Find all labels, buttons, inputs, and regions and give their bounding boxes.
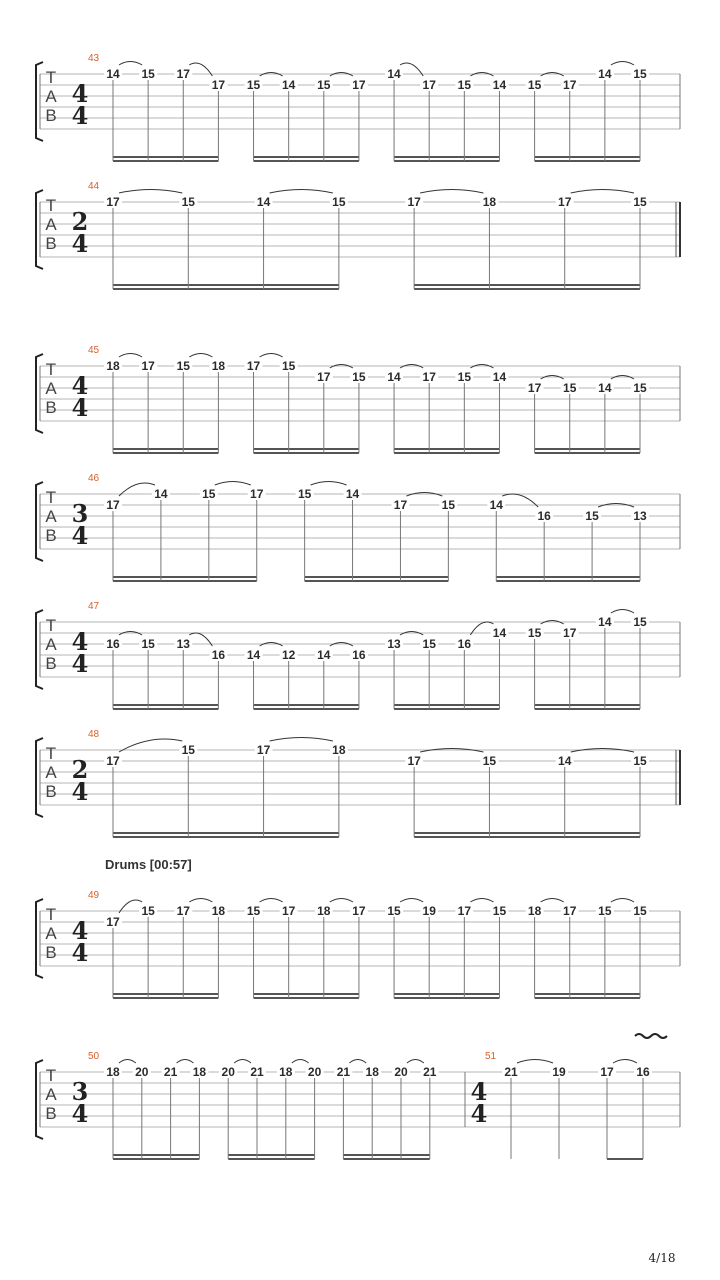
time-signature-top: 4 bbox=[470, 1077, 488, 1106]
fret-number: 14 bbox=[387, 370, 401, 384]
tab-label-letter: B bbox=[45, 526, 57, 545]
slur-arc bbox=[613, 1060, 637, 1064]
fret-number: 15 bbox=[281, 359, 296, 373]
slur-arc bbox=[611, 62, 634, 66]
tab-system bbox=[36, 473, 680, 581]
tab-label-letter: B bbox=[45, 1104, 57, 1123]
fret-number: 17 bbox=[393, 498, 408, 512]
fret-number: 17 bbox=[141, 359, 155, 373]
tab-label-letter: A bbox=[45, 635, 57, 654]
tab-label-letter: T bbox=[45, 744, 57, 763]
fret-number: 17 bbox=[422, 78, 436, 92]
slur-arc bbox=[119, 1060, 136, 1064]
time-signature-top: 3 bbox=[71, 1077, 89, 1106]
fret-number: 14 bbox=[492, 78, 507, 92]
fret-number: 15 bbox=[598, 904, 612, 918]
slur-arc bbox=[611, 610, 634, 614]
fret-number: 20 bbox=[394, 1065, 408, 1079]
fret-number: 17 bbox=[352, 904, 366, 918]
fret-number: 13 bbox=[387, 637, 401, 651]
tab-system bbox=[36, 1034, 680, 1159]
measure-number: 45 bbox=[88, 345, 100, 356]
fret-number: 17 bbox=[558, 195, 572, 209]
fret-number: 18 bbox=[106, 359, 120, 373]
measure-number: 47 bbox=[88, 601, 100, 612]
fret-number: 14 bbox=[489, 498, 503, 512]
fret-number: 15 bbox=[387, 904, 401, 918]
tab-system bbox=[36, 729, 680, 837]
fret-number: 18 bbox=[332, 743, 346, 757]
fret-number: 16 bbox=[352, 648, 366, 662]
slur-arc bbox=[270, 738, 333, 742]
slur-arc bbox=[541, 899, 564, 903]
fret-number: 13 bbox=[176, 637, 190, 651]
tab-system bbox=[36, 601, 680, 709]
fret-number: 19 bbox=[422, 904, 436, 918]
fret-number: 18 bbox=[482, 195, 497, 209]
page-number: 4/18 bbox=[648, 1251, 676, 1265]
fret-number: 15 bbox=[527, 78, 542, 92]
time-signature-top: 2 bbox=[71, 207, 89, 236]
slur-arc bbox=[270, 190, 333, 194]
fret-number: 15 bbox=[422, 637, 436, 651]
fret-number: 17 bbox=[176, 904, 190, 918]
slur-arc bbox=[292, 1060, 309, 1064]
time-signature-top: 4 bbox=[71, 371, 89, 400]
tab-label-letter: T bbox=[45, 360, 57, 379]
time-signature-bottom: 4 bbox=[71, 393, 89, 422]
fret-number: 15 bbox=[633, 67, 647, 81]
slur-arc bbox=[407, 1060, 424, 1064]
section-heading: Drums [00:57] bbox=[105, 857, 192, 872]
time-signature-top: 4 bbox=[71, 916, 89, 945]
fret-number: 14 bbox=[256, 195, 271, 209]
fret-number: 15 bbox=[202, 487, 216, 501]
time-signature-bottom: 4 bbox=[470, 1099, 488, 1128]
slur-arc bbox=[189, 899, 212, 903]
fret-number: 14 bbox=[154, 487, 168, 501]
fret-number: 21 bbox=[336, 1065, 351, 1079]
fret-number: 18 bbox=[192, 1065, 207, 1079]
fret-number: 17 bbox=[106, 195, 120, 209]
fret-number: 14 bbox=[598, 615, 612, 629]
fret-number: 15 bbox=[317, 78, 331, 92]
fret-number: 14 bbox=[598, 381, 612, 395]
slur-arc bbox=[215, 482, 251, 486]
time-signature-bottom: 4 bbox=[71, 938, 89, 967]
fret-number: 18 bbox=[211, 904, 226, 918]
tab-label-letter: A bbox=[45, 215, 57, 234]
fret-number: 15 bbox=[633, 195, 647, 209]
time-signature-bottom: 4 bbox=[71, 777, 89, 806]
fret-number: 17 bbox=[246, 359, 261, 373]
fret-number: 17 bbox=[250, 487, 264, 501]
fret-number: 15 bbox=[585, 509, 599, 523]
time-signature-bottom: 4 bbox=[71, 1099, 89, 1128]
tab-label-letter: A bbox=[45, 763, 57, 782]
fret-number: 15 bbox=[246, 78, 261, 92]
fret-number: 18 bbox=[317, 904, 331, 918]
fret-number: 15 bbox=[633, 381, 647, 395]
slur-arc bbox=[119, 62, 142, 66]
fret-number: 18 bbox=[211, 359, 226, 373]
fret-number: 14 bbox=[317, 648, 331, 662]
time-signature-bottom: 4 bbox=[71, 649, 89, 678]
slur-arc bbox=[260, 354, 283, 358]
fret-number: 20 bbox=[221, 1065, 235, 1079]
fret-number: 17 bbox=[407, 754, 421, 768]
time-signature-top: 4 bbox=[71, 627, 89, 656]
tab-label-letter: B bbox=[45, 943, 57, 962]
tab-label-letter: T bbox=[45, 488, 57, 507]
fret-number: 18 bbox=[365, 1065, 379, 1079]
fret-number: 18 bbox=[279, 1065, 293, 1079]
tab-system bbox=[36, 53, 680, 161]
tab-label-letter: T bbox=[45, 1066, 57, 1085]
fret-number: 17 bbox=[457, 904, 472, 918]
fret-number: 17 bbox=[352, 78, 366, 92]
fret-number: 17 bbox=[527, 381, 542, 395]
tab-label-letter: B bbox=[45, 398, 57, 417]
fret-number: 17 bbox=[563, 904, 577, 918]
tab-label-letter: B bbox=[45, 654, 57, 673]
fret-number: 20 bbox=[307, 1065, 322, 1079]
fret-number: 15 bbox=[352, 370, 366, 384]
fret-number: 21 bbox=[163, 1065, 178, 1079]
fret-number: 17 bbox=[106, 754, 120, 768]
measure-number: 51 bbox=[485, 1051, 497, 1062]
slur-arc bbox=[119, 190, 182, 194]
fret-number: 16 bbox=[211, 648, 226, 662]
fret-number: 14 bbox=[492, 626, 507, 640]
tab-label-letter: B bbox=[45, 106, 57, 125]
slur-arc bbox=[260, 899, 283, 903]
tab-label-letter: T bbox=[45, 68, 57, 87]
fret-number: 14 bbox=[106, 67, 120, 81]
fret-number: 17 bbox=[422, 370, 436, 384]
slur-arc bbox=[177, 1060, 194, 1064]
fret-number: 15 bbox=[176, 359, 190, 373]
fret-number: 15 bbox=[563, 381, 577, 395]
measure-number: 43 bbox=[88, 53, 100, 64]
fret-number: 21 bbox=[250, 1065, 264, 1079]
fret-number: 17 bbox=[256, 743, 271, 757]
fret-number: 15 bbox=[633, 615, 647, 629]
time-signature-top: 3 bbox=[71, 499, 89, 528]
tab-label-letter: B bbox=[45, 782, 57, 801]
fret-number: 15 bbox=[246, 904, 261, 918]
fret-number: 19 bbox=[552, 1065, 566, 1079]
measure-number: 46 bbox=[88, 473, 100, 484]
fret-number: 15 bbox=[141, 637, 155, 651]
slur-arc bbox=[119, 354, 142, 358]
fret-number: 17 bbox=[563, 626, 577, 640]
fret-number: 15 bbox=[633, 904, 647, 918]
fret-number: 17 bbox=[176, 67, 190, 81]
fret-number: 17 bbox=[563, 78, 577, 92]
slur-arc bbox=[330, 899, 353, 903]
fret-number: 15 bbox=[297, 487, 312, 501]
fret-number: 15 bbox=[141, 904, 155, 918]
vibrato-mark bbox=[635, 1034, 667, 1038]
slur-arc bbox=[349, 1060, 366, 1064]
fret-number: 16 bbox=[106, 637, 120, 651]
fret-number: 15 bbox=[457, 370, 472, 384]
tab-system bbox=[36, 345, 680, 453]
fret-number: 14 bbox=[345, 487, 360, 501]
fret-number: 16 bbox=[457, 637, 472, 651]
tab-label-letter: A bbox=[45, 379, 57, 398]
fret-number: 15 bbox=[332, 195, 346, 209]
time-signature-bottom: 4 bbox=[71, 521, 89, 550]
slur-arc bbox=[420, 190, 483, 194]
fret-number: 13 bbox=[633, 509, 647, 523]
fret-number: 15 bbox=[441, 498, 456, 512]
fret-number: 21 bbox=[504, 1065, 518, 1079]
tab-label-letter: A bbox=[45, 507, 57, 526]
fret-number: 15 bbox=[457, 78, 472, 92]
fret-number: 15 bbox=[482, 754, 497, 768]
fret-number: 14 bbox=[558, 754, 572, 768]
fret-number: 16 bbox=[537, 509, 551, 523]
fret-number: 15 bbox=[181, 195, 195, 209]
measure-number: 49 bbox=[88, 890, 100, 901]
tab-label-letter: A bbox=[45, 1085, 57, 1104]
slur-arc bbox=[234, 1060, 251, 1064]
tab-label-letter: T bbox=[45, 616, 57, 635]
fret-number: 16 bbox=[636, 1065, 650, 1079]
fret-number: 14 bbox=[281, 78, 296, 92]
measure-number: 50 bbox=[88, 1051, 100, 1062]
time-signature-top: 4 bbox=[71, 79, 89, 108]
slur-arc bbox=[311, 482, 347, 486]
slur-arc bbox=[517, 1060, 553, 1064]
slur-arc bbox=[611, 899, 634, 903]
fret-number: 14 bbox=[246, 648, 261, 662]
fret-number: 17 bbox=[211, 78, 226, 92]
tab-label-letter: T bbox=[45, 196, 57, 215]
tab-label-letter: T bbox=[45, 905, 57, 924]
fret-number: 21 bbox=[423, 1065, 437, 1079]
fret-number: 18 bbox=[106, 1065, 120, 1079]
fret-number: 15 bbox=[181, 743, 195, 757]
fret-number: 15 bbox=[492, 904, 507, 918]
fret-number: 14 bbox=[492, 370, 507, 384]
fret-number: 17 bbox=[317, 370, 331, 384]
slur-arc bbox=[571, 190, 634, 194]
slur-arc bbox=[470, 899, 493, 903]
fret-number: 15 bbox=[633, 754, 647, 768]
fret-number: 17 bbox=[106, 498, 120, 512]
fret-number: 18 bbox=[527, 904, 542, 918]
time-signature-bottom: 4 bbox=[71, 229, 89, 258]
measure-number: 44 bbox=[88, 181, 100, 192]
tab-system bbox=[36, 857, 680, 998]
fret-number: 14 bbox=[387, 67, 401, 81]
fret-number: 17 bbox=[600, 1065, 614, 1079]
fret-number: 17 bbox=[281, 904, 296, 918]
fret-number: 15 bbox=[141, 67, 155, 81]
fret-number: 20 bbox=[135, 1065, 149, 1079]
slur-arc bbox=[189, 354, 212, 358]
slur-arc bbox=[400, 899, 423, 903]
time-signature-bottom: 4 bbox=[71, 101, 89, 130]
tab-label-letter: B bbox=[45, 234, 57, 253]
tab-label-letter: A bbox=[45, 87, 57, 106]
fret-number: 17 bbox=[106, 915, 120, 929]
measure-number: 48 bbox=[88, 729, 100, 740]
fret-number: 15 bbox=[527, 626, 542, 640]
tab-label-letter: A bbox=[45, 924, 57, 943]
fret-number: 14 bbox=[598, 67, 612, 81]
tab-systems bbox=[36, 53, 680, 1159]
time-signature-top: 2 bbox=[71, 755, 89, 784]
fret-number: 12 bbox=[281, 648, 296, 662]
fret-number: 17 bbox=[407, 195, 421, 209]
tab-system bbox=[36, 181, 680, 289]
